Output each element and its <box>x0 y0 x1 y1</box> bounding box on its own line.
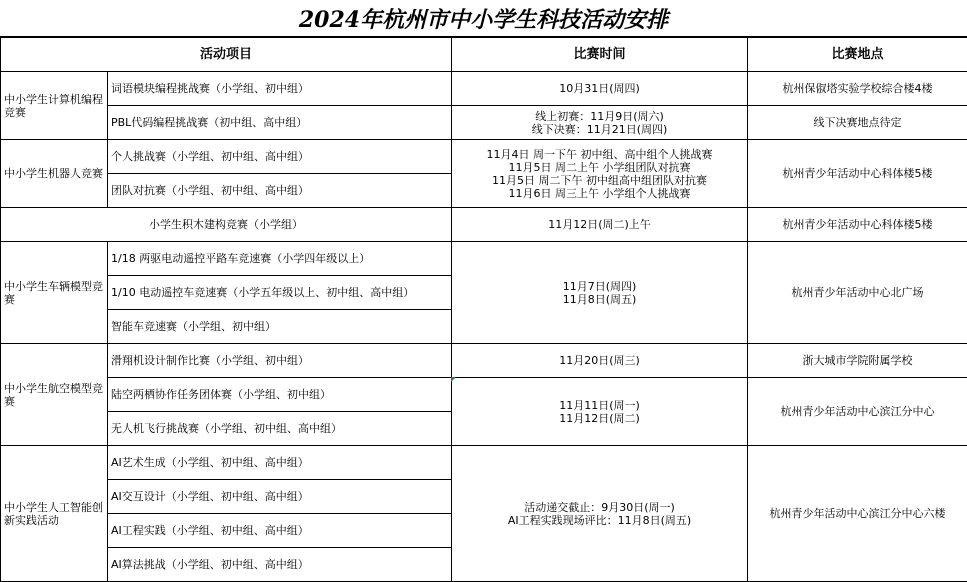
table-row <box>1 140 967 174</box>
item-cell[interactable]: 陆空两栖协作任务团体赛（小学组、初中组） <box>108 378 452 412</box>
time-line: 11月8日(周五) <box>562 292 637 306</box>
venue-cell[interactable]: 浙大城市学院附属学校 <box>748 344 967 378</box>
category-cell[interactable]: 中小学生计算机编程竞赛 <box>1 72 108 140</box>
table-row <box>1 242 967 276</box>
item-cell[interactable]: 词语模块编程挑战赛（小学组、初中组） <box>108 72 452 106</box>
venue-cell[interactable]: 线下决赛地点待定 <box>748 106 967 140</box>
category-cell[interactable]: 中小学生机器人竞赛 <box>1 140 108 208</box>
table-row <box>1 72 967 106</box>
time-line: 线下决赛：11月21日(周四) <box>531 122 668 136</box>
venue-cell[interactable]: 杭州青少年活动中心滨江分中心 <box>748 378 967 446</box>
item-cell[interactable]: PBL代码编程挑战赛（初中组、高中组） <box>108 106 452 140</box>
item-cell[interactable]: AI艺术生成（小学组、初中组、高中组） <box>108 446 452 480</box>
time-cell[interactable]: 11月12日(周二)上午 <box>452 208 748 242</box>
item-cell[interactable]: 1/10 电动遥控车竞速赛（小学五年级以上、初中组、高中组） <box>108 276 452 310</box>
item-cell[interactable]: AI交互设计（小学组、初中组、高中组） <box>108 480 452 514</box>
time-cell[interactable] <box>452 140 748 208</box>
time-line: 活动递交截止：9月30日(周一) <box>524 500 675 514</box>
item-cell[interactable]: AI工程实践（小学组、初中组、高中组） <box>108 514 452 548</box>
item-cell[interactable]: 无人机飞行挑战赛（小学组、初中组、高中组） <box>108 412 452 446</box>
page-title: 2024年杭州市中小学生科技活动安排 <box>0 0 967 37</box>
header-venue: 比赛地点 <box>748 38 967 72</box>
time-line: 11月7日(周四) <box>562 279 637 293</box>
comment-indicator-icon <box>451 377 456 382</box>
venue-cell[interactable]: 杭州保俶塔实验学校综合楼4楼 <box>748 72 967 106</box>
header-project: 活动项目 <box>1 38 452 72</box>
schedule-table <box>0 37 967 582</box>
table-row <box>1 446 967 480</box>
item-cell[interactable]: 小学生积木建构竞赛（小学组） <box>1 208 452 242</box>
item-cell[interactable]: 滑翔机设计制作比赛（小学组、初中组） <box>108 344 452 378</box>
time-cell[interactable] <box>452 378 748 446</box>
time-line: 11月6日 周三上午 小学组个人挑战赛 <box>508 186 691 200</box>
venue-cell[interactable]: 杭州青少年活动中心科体楼5楼 <box>748 140 967 208</box>
header-row <box>1 38 967 72</box>
time-line: 11月11日(周一) <box>559 398 640 412</box>
category-cell[interactable]: 中小学生航空模型竞赛 <box>1 344 108 446</box>
time-line: 11月5日 周二下午 初中组高中组团队对抗赛 <box>492 173 708 187</box>
table-row <box>1 344 967 378</box>
item-cell[interactable]: AI算法挑战（小学组、初中组、高中组） <box>108 548 452 582</box>
venue-cell[interactable]: 杭州青少年活动中心北广场 <box>748 242 967 344</box>
time-line: 11月4日 周一下午 初中组、高中组个人挑战赛 <box>486 147 713 161</box>
item-cell[interactable]: 个人挑战赛（小学组、初中组、高中组） <box>108 140 452 174</box>
time-line: 线上初赛：11月9日(周六) <box>535 109 664 123</box>
category-cell[interactable]: 中小学生车辆模型竞赛 <box>1 242 108 344</box>
time-line: 11月5日 周二上午 小学组团队对抗赛 <box>508 160 691 174</box>
time-cell[interactable]: 10月31日(周四) <box>452 72 748 106</box>
time-line: AI工程实践现场评比：11月8日(周五) <box>507 513 692 527</box>
venue-cell[interactable]: 杭州青少年活动中心科体楼5楼 <box>748 208 967 242</box>
header-time: 比赛时间 <box>452 38 748 72</box>
time-cell[interactable] <box>452 106 748 140</box>
item-cell[interactable]: 智能车竞速赛（小学组、初中组） <box>108 310 452 344</box>
table-row <box>1 106 967 140</box>
venue-cell[interactable]: 杭州青少年活动中心滨江分中心六楼 <box>748 446 967 582</box>
item-cell[interactable]: 团队对抗赛（小学组、初中组、高中组） <box>108 174 452 208</box>
table-row <box>1 378 967 412</box>
time-cell[interactable]: 11月20日(周三) <box>452 344 748 378</box>
time-cell[interactable] <box>452 242 748 344</box>
time-line: 11月12日(周二) <box>559 411 640 425</box>
time-cell[interactable] <box>452 446 748 582</box>
table-row <box>1 208 967 242</box>
item-cell[interactable]: 1/18 两驱电动遥控平路车竞速赛（小学四年级以上） <box>108 242 452 276</box>
category-cell[interactable]: 中小学生人工智能创新实践活动 <box>1 446 108 582</box>
